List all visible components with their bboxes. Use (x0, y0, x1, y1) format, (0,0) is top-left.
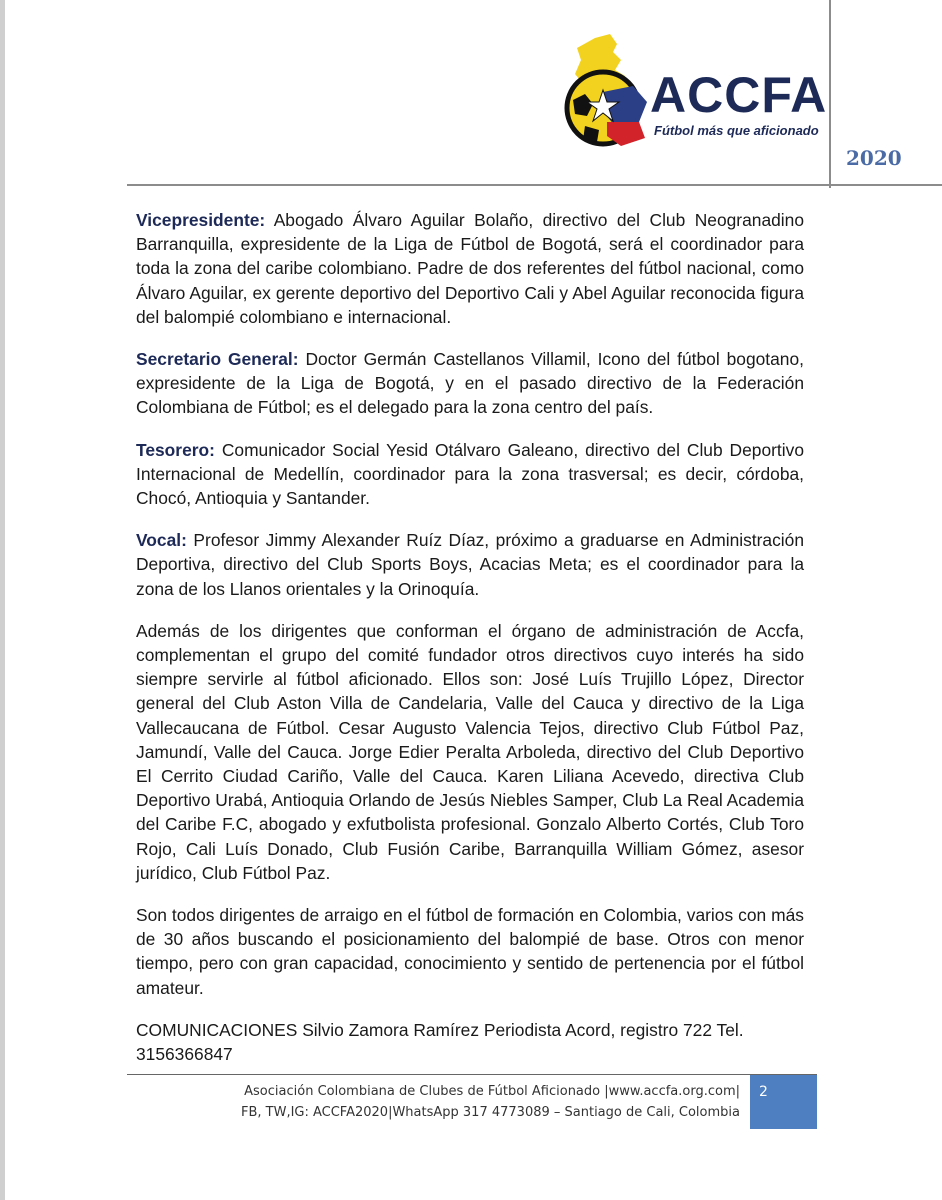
page-number-box (750, 1075, 817, 1129)
paragraph-vocal (136, 528, 804, 601)
header-horizontal-rule (127, 184, 942, 186)
footer (170, 1081, 740, 1123)
paragraph-text: Comunicador Social Yesid Otálvaro Galeano, directivo del Club Deportivo Internacional de Medellín, coordinador para la zona trasversal; es decir, córdoba, Chocó, Antioquia y Santander. (136, 439, 804, 509)
logo-tagline: Fútbol más que aficionado (654, 123, 819, 138)
role-label: Secretario General: (136, 349, 299, 370)
paragraph-dirigentes: Además de los dirigentes que conforman el órgano de administración de Accfa, complementan el grupo del comité fundador otros directivos cuyo interés ha sido siempre servirle al fútbol aficionado. Ellos son: José Luís Trujillo López, Director general del Club Aston Villa de Candelaria, Valle del Cauca y directivo de la Liga Vallecaucana de Fútbol. Cesar Augusto Valencia Tejos, directivo Club Fútbol Paz, Jamundí, Valle del Cauca. Jorge Edier Peralta Arboleda, directivo del Club Deportivo El Cerrito Ciudad Cariño, Valle del Cauca. Karen Liliana Acevedo, directiva Club Deportivo Urabá, Antioquia Orlando de Jesús Niebles Samper, Club La Real Academia del Caribe F.C, abogado y exfutbolista profesional. Gonzalo Alberto Cortés, Club Toro Rojo, Cali Luís Donado, Club Fusión Caribe, Barranquilla William Gómez, asesor jurídico, Club Fútbol Paz. (136, 620, 804, 883)
footer-rule (127, 1074, 817, 1075)
role-label: Vocal: (136, 530, 187, 551)
document-body (136, 208, 804, 1084)
paragraph-text: Abogado Álvaro Aguilar Bolaño, directivo del Club Neogranadino Barranquilla, expresidente de la Liga de Fútbol de Bogotá, será el coordinador para toda la zona del caribe colombiano. Padre de dos referentes del fútbol nacional, como Álvaro Aguilar, ex gerente deportivo del Deportivo Cali y Abel Aguilar reconocida figura del balompié colombiano e internacional. (136, 210, 804, 327)
role-label: Vicepresidente: (136, 210, 266, 230)
footer-line-2: FB, TW,IG: ACCFA2020|WhatsApp 317 4773089 – Santiago de Cali, Colombia (240, 1105, 740, 1120)
header-year: 2020 (846, 146, 902, 170)
footer-line-1: Asociación Colombiana de Clubes de Fútbol Aficionado |www.accfa.org.com| (244, 1084, 740, 1099)
paragraph-arraigo: Son todos dirigentes de arraigo en el fútbol de formación en Colombia, varios con más de 30 años buscando el posicionamiento del balompié de base. Otros con menor tiempo, pero con gran capacidad, conocimiento y sentido de pertenencia por el fútbol amateur. (136, 905, 804, 998)
page-number: 2 (759, 1084, 768, 1100)
role-label: Tesorero: (136, 439, 215, 460)
paragraph-tesorero (136, 438, 804, 511)
paragraph-secretario (136, 347, 804, 420)
accfa-logo (555, 30, 828, 155)
page-edge-shadow (0, 0, 5, 1200)
paragraph-vicepresidente (136, 208, 804, 329)
paragraph-text: Doctor Germán Castellanos Villamil, Icono del fútbol bogotano, expresidente de la Liga de Bogotá, y en el pasado directivo de la Federación Colombiana de Fútbol; es el delegado para la zona centro del país. (136, 349, 804, 418)
paragraph-comunicaciones: COMUNICACIONES Silvio Zamora Ramírez Periodista Acord, registro 722 Tel. 3156366847 (136, 1019, 744, 1065)
header-vertical-rule (829, 0, 831, 188)
paragraph-text: Profesor Jimmy Alexander Ruíz Díaz, próximo a graduarse en Administración Deportiva, directivo del Club Sports Boys, Acacias Meta; es el coordinador para la zona de los Llanos orientales y la Orinoquía. (136, 530, 804, 599)
logo-wordmark: ACCFA (650, 67, 828, 123)
